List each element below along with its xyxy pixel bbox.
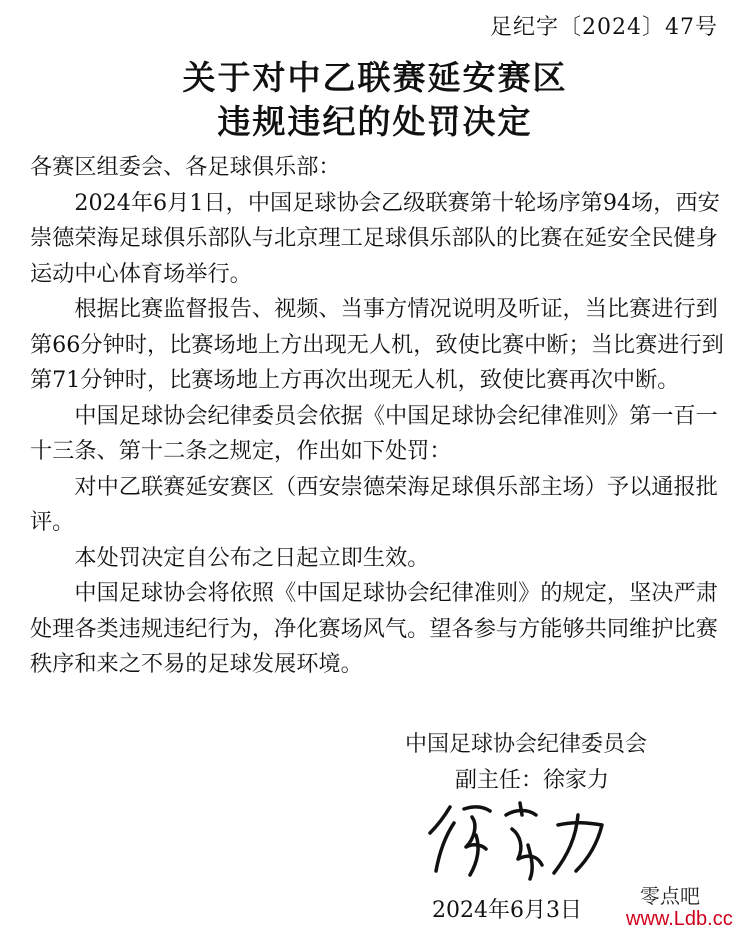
watermark-url: www.Ldb.cc (626, 908, 733, 930)
watermark-text: 零点吧 (640, 884, 700, 908)
signature-organization: 中国足球协会纪律委员会 (405, 732, 648, 757)
document-body (30, 150, 738, 683)
signature-role: 副主任：徐家力 (455, 768, 610, 793)
document-title-line-1: 关于对中乙联赛延安赛区 (182, 58, 568, 97)
paragraph-legal-basis: 中国足球协会纪律委员会依据《中国足球协会纪律准则》第一百一十三条、第十二条之规定，作出如下处罚： (30, 402, 718, 464)
paragraph-closing-statement: 中国足球协会将依照《中国足球协会纪律准则》的规定，坚决严肃处理各类违规违纪行为，净化赛场风气。望各参与方能够共同维护比赛秩序和来之不易的足球发展环境。 (30, 580, 718, 677)
paragraph-match-info: 2024年6月1日，中国足球协会乙级联赛第十轮场序第94场，西安崇德荣海足球俱乐部队与北京理工足球俱乐部队的比赛在延安全民健身运动中心体育场举行。 (30, 189, 720, 287)
paragraph-effective-date: 本处罚决定自公布之日起立即生效。 (74, 544, 430, 571)
document-number: 足纪字〔2024〕47号 (490, 15, 718, 40)
paragraph-penalty: 对中乙联赛延安赛区（西安崇德荣海足球俱乐部主场）予以通报批评。 (30, 473, 718, 535)
signature-date: 2024年6月3日 (432, 898, 582, 923)
handwritten-signature (420, 795, 620, 885)
paragraph-incident-facts: 根据比赛监督报告、视频、当事方情况说明及听证，当比赛进行到第66分钟时，比赛场地上方出现无人机，致使比赛中断；当比赛进行到第71分钟时，比赛场地上方再次出现无人机，致使比赛再次中断。 (30, 296, 724, 393)
document-title-line-2: 违规违纪的处罚决定 (217, 102, 533, 141)
salutation: 各赛区组委会、各足球俱乐部： (30, 154, 341, 180)
